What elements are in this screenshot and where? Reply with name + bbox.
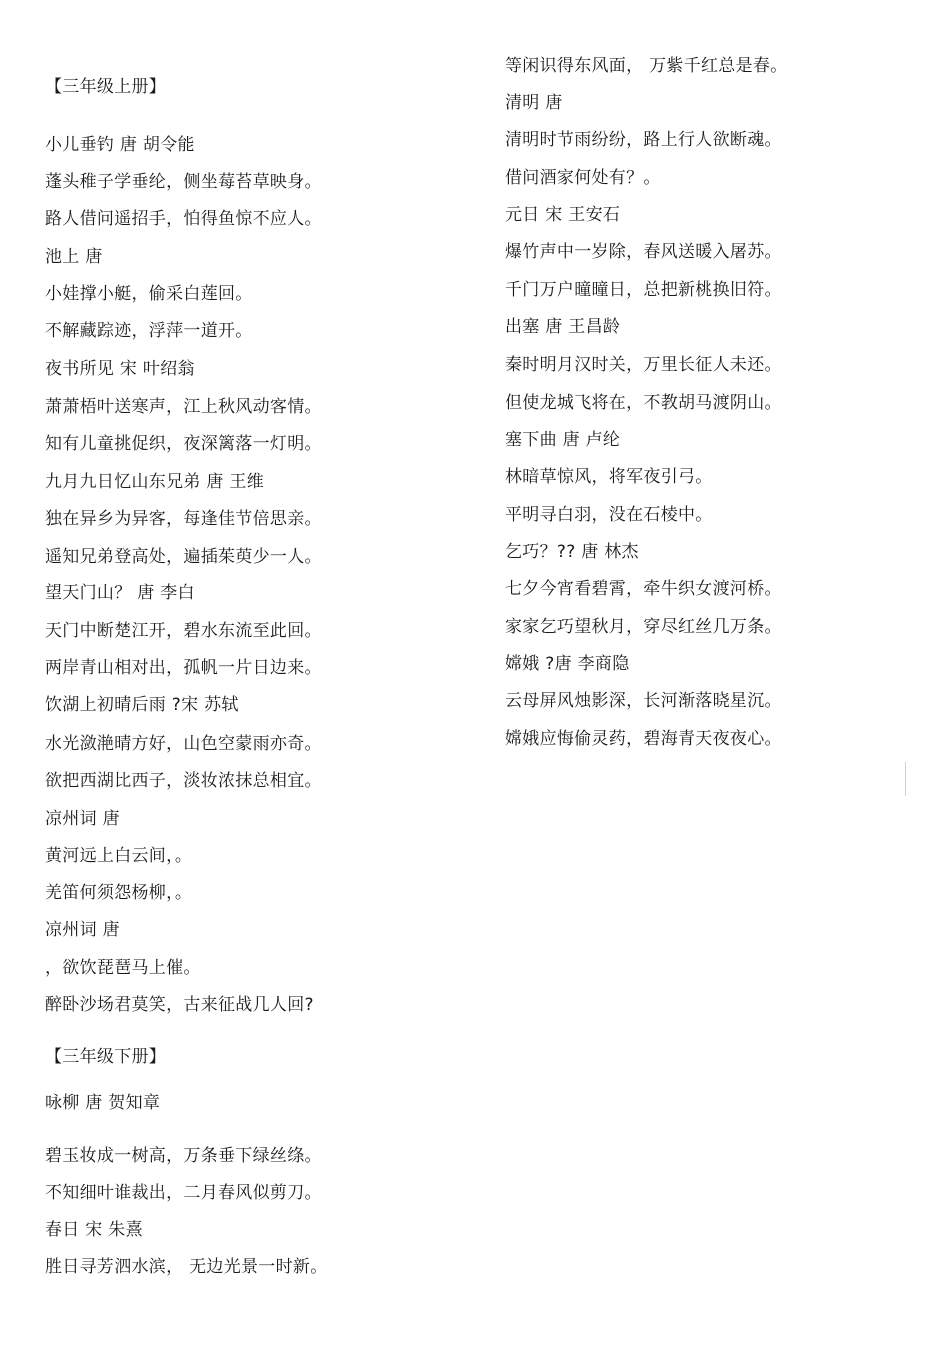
- poem-line: 等闲识得东风面， 万紫千红总是春。: [505, 56, 788, 76]
- poem-title: 清明 唐: [505, 93, 563, 113]
- poem-title: 元日 宋 王安石: [505, 205, 621, 225]
- poem-line: 蓬头稚子学垂纶，侧坐莓苔草映身。: [45, 172, 322, 192]
- poem-line: 七夕今宵看碧霄，牵牛织女渡河桥。: [505, 579, 782, 599]
- section-heading-grade3-second: 【三年级下册】: [45, 1047, 167, 1067]
- poem-title: 饮湖上初晴后雨 ?宋 苏轼: [45, 695, 239, 715]
- poem-line: 碧玉妆成一树高，万条垂下绿丝绦。: [45, 1146, 322, 1166]
- poem-line: 清明时节雨纷纷，路上行人欲断魂。: [505, 130, 782, 150]
- poem-line: 醉卧沙场君莫笑，古来征战几人回?: [45, 995, 314, 1015]
- poem-title: 凉州词 唐: [45, 809, 120, 829]
- poem-line: 嫦娥应悔偷灵药，碧海青天夜夜心。: [505, 729, 782, 749]
- poem-title: 望天门山？ 唐 李白: [45, 583, 195, 603]
- poem-line: 羌笛何须怨杨柳，。: [45, 883, 193, 903]
- poem-line: 不解藏踪迹，浮萍一道开。: [45, 321, 253, 341]
- poem-line: 平明寻白羽，没在石棱中。: [505, 505, 713, 525]
- poem-line: 家家乞巧望秋月，穿尽红丝几万条。: [505, 617, 782, 637]
- poem-title: 塞下曲 唐 卢纶: [505, 430, 621, 450]
- poem-title: 池上 唐: [45, 247, 103, 267]
- poem-line: 千门万户曈曈日，总把新桃换旧符。: [505, 280, 782, 300]
- poem-line: 林暗草惊风，将军夜引弓。: [505, 467, 713, 487]
- poem-line: 知有儿童挑促织，夜深篱落一灯明。: [45, 434, 322, 454]
- poem-title: 出塞 唐 王昌龄: [505, 317, 621, 337]
- poem-line: 黄河远上白云间，。: [45, 846, 193, 866]
- poem-title: 嫦娥 ?唐 李商隐: [505, 654, 630, 674]
- poem-line: 遥知兄弟登高处，遍插茱萸少一人。: [45, 547, 322, 567]
- poem-line: 但使龙城飞将在，不教胡马渡阴山。: [505, 393, 782, 413]
- poem-line: 欲把西湖比西子，淡妆浓抹总相宜。: [45, 771, 322, 791]
- poem-line: 小娃撑小艇，偷采白莲回。: [45, 284, 253, 304]
- poem-line: 爆竹声中一岁除，春风送暖入屠苏。: [505, 242, 782, 262]
- poem-title: 九月九日忆山东兄弟 唐 王维: [45, 472, 265, 492]
- poem-line: 天门中断楚江开，碧水东流至此回。: [45, 621, 322, 641]
- poem-line: 云母屏风烛影深，长河渐落晓星沉。: [505, 691, 782, 711]
- section-heading-grade3-first: 【三年级上册】: [45, 77, 167, 97]
- poem-line: 水光潋滟晴方好，山色空蒙雨亦奇。: [45, 734, 322, 754]
- poem-title: 乞巧？?? 唐 林杰: [505, 542, 639, 562]
- poem-line: 秦时明月汉时关，万里长征人未还。: [505, 355, 782, 375]
- poem-line: 借问酒家何处有？。: [505, 168, 661, 188]
- poem-line: 路人借问遥招手，怕得鱼惊不应人。: [45, 209, 322, 229]
- poem-title: 春日 宋 朱熹: [45, 1220, 143, 1240]
- poem-line: 独在异乡为异客，每逢佳节倍思亲。: [45, 509, 322, 529]
- poem-title: 凉州词 唐: [45, 920, 120, 940]
- poem-title: 小儿垂钓 唐 胡令能: [45, 135, 195, 155]
- poem-title: 夜书所见 宋 叶绍翁: [45, 359, 195, 379]
- poem-line: ，欲饮琵琶马上催。: [45, 958, 201, 978]
- page-edge-mark: [905, 762, 906, 796]
- poem-line: 胜日寻芳泗水滨， 无边光景一时新。: [45, 1257, 328, 1277]
- poem-line: 萧萧梧叶送寒声，江上秋风动客情。: [45, 397, 322, 417]
- poem-title: 咏柳 唐 贺知章: [45, 1093, 161, 1113]
- poem-line: 不知细叶谁裁出，二月春风似剪刀。: [45, 1183, 322, 1203]
- poem-line: 两岸青山相对出，孤帆一片日边来。: [45, 658, 322, 678]
